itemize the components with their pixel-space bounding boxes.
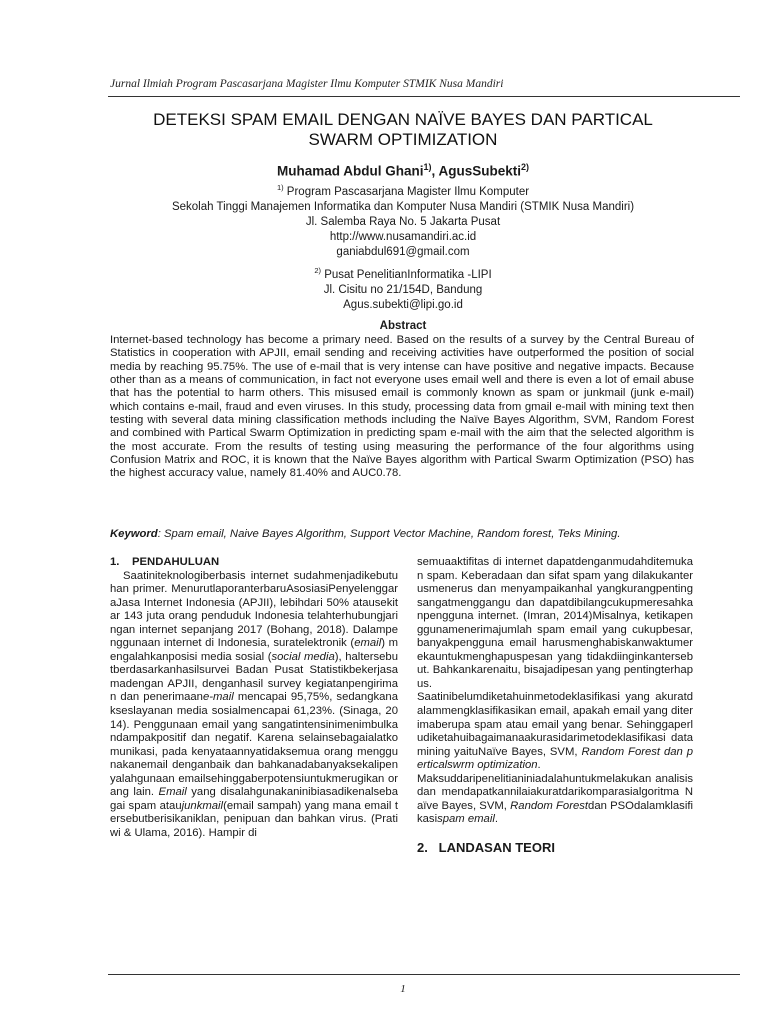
header-divider (108, 96, 740, 97)
intro-paragraph-2: semuaaktifitas di internet dapatdenganmudahditemukan spam. Keberadaan dan sifat spam yang dilakukanterusmenerus dan menyampaikanhal yangkurangpentingsangatmenggangu dan dapatdibilangcukupmeresahkanpengguna internet. (Imran, 2014)Misalnya, ketikapenggunamenerimajumlah spam email yang cukupbesar, banyakpengguna email harusmenghabiskanwaktumerekauntukmenghapuspesan yang tidakdiinginkantersebut. Bahkankarenaitu, bisajadipesan yang pentingterhapus. (417, 556, 693, 690)
section-1-heading: 1. PENDAHULUAN (110, 556, 220, 568)
affiliation-2-email[interactable]: Agus.subekti@lipi.go.id (343, 298, 463, 311)
abstract-heading: Abstract (379, 320, 427, 332)
author-1-sup: 1) (423, 162, 432, 172)
affiliation-1-website[interactable]: http://www.nusamandiri.ac.id (329, 230, 477, 243)
affiliation-1-program: Program Pascasarjana Magister Ilmu Komputer (283, 185, 530, 198)
footer-divider (108, 974, 740, 975)
intro-paragraph-3: Saatinibelumdiketahuinmetodeklasifikasi yang akuratdalammengklasifikasikan email, apakah email yang diterimaberupa spam atau email yang benar. Sehinggaperludiketahuibagaimanaakurasidarimetodeklasifikasi data mining yaituNaïve Bayes, SVM, Random Forest dan perticalswrm optimization. (417, 691, 693, 772)
affiliation-1-institution: Sekolah Tinggi Manajemen Informatika dan Komputer Nusa Mandiri (STMIK Nusa Mandiri) (171, 200, 635, 213)
title-line-2: SWARM OPTIMIZATION (308, 130, 498, 149)
affiliation-2-institution: Pusat PenelitianInformatika -LIPI (321, 268, 492, 281)
author-2: AgusSubekti (438, 163, 522, 179)
author-separator: , (431, 163, 439, 179)
abstract-body: Internet-based technology has become a primary need. Based on the results of a survey by the Central Bureau of Statistics in cooperation with APJII, email sending and receiving activities have outperformed the position of social media by reaching 95.75%. The use of e-mail that is very intense can have positive and negative impacts. Because other than as a means of communication, in fact not everyone uses email well and there is even a lot of email abuse that has the potential to harm others. This misused email is commonly known as spam or junkmail (junk e-mail) which contains e-mail, fraud and even viruses. In this study, processing data from gmail e-mail with mining text then testing with several data mining classification methods including the Naïve Bayes Algorithm, SVM, Random Forest and combined with Partical Swarm Optimization in predicting spam e-mail with the aim that the selected algorithm is the most accurate. From the results of testing using measuring the performance of the four algorithms using Confusion Matrix and ROC, it is known that the Naïve Bayes algorithm with Partical Swarm Optimization (PSO) has the highest accuracy value, namely 81.40% and AUC0.78. (110, 334, 694, 480)
affiliation-1-sup: 1) (276, 183, 284, 192)
keyword-label: Keyword (110, 528, 158, 540)
title-line-1: DETEKSI SPAM EMAIL DENGAN NAÏVE BAYES DAN PARTICAL (153, 110, 653, 129)
intro-paragraph-4: Maksuddaripenelitianiniadalahuntukmelakukan analisis dan mendapatkannilaiakuratdarikomparasialgoritma Naïve Bayes, SVM, Random Forestdan PSOdalamklasifikasispam email. (417, 772, 693, 826)
author-1: Muhamad Abdul Ghani (276, 163, 424, 179)
right-column (417, 556, 693, 854)
paper-title (108, 110, 698, 150)
journal-header: Jurnal Ilmiah Program Pascasarjana Magister Ilmu Komputer STMIK Nusa Mandiri (110, 78, 504, 90)
affiliation-2-sup: 2) (314, 266, 321, 275)
left-column (110, 556, 398, 840)
affiliation-1-email[interactable]: ganiabdul691@gmail.com (336, 245, 470, 258)
affiliation-1 (108, 180, 698, 260)
page-number: 1 (400, 983, 406, 995)
affiliation-2 (108, 263, 698, 313)
section-2-heading: 2. LANDASAN TEORI (417, 839, 555, 855)
intro-paragraph-1: Saatiniteknologiberbasis internet sudahmenjadikebutuhan primer. MenurutlaporanterbaruAsosiasiPenyelenggaraJasa Internet Indonesia (APJII), lebihdari 50% atausekitar 143 juta orang penduduk Indonesia telahterhubungjaringan internet sepanjang 2017 (Bohang, 2018). Dalampenggunaan internet di Indonesia, suratelektronik (email) mengalahkanposisi media sosial (social media), haltersebutberdasarkanhasilsurvei Badan Pusat Statistikbekerjasamadengan APJII, denganhasil survey kegiatanpengiriman dan penerimaane-mail mencapai 95,75%, sedangkanakseslayanan media sosialmencapai 61,23%. (Sinaga, 2014). Penggunaan email yang sangatintensinimenimbulkandampakpositif dan negatif. Karena selainsebagaialatkomunikasi, pada kenyataannyatidaksemua orang menggunakanemail denganbaik dan bahkanadabanyaksekalipenyalahgunaan emailsehinggaberpotensiuntukmerugikan orang lain. Email yang disalahgunakaninibiasadikenalsebagai spam ataujunkmail(email sampah) yang mana email tersebutberisikaniklan, penipuan dan bahkan virus. (Pratiwi & Ulama, 2016). Hampir di (110, 569, 398, 839)
affiliation-2-address: Jl. Cisitu no 21/154D, Bandung (323, 283, 483, 296)
author-2-sup: 2) (521, 162, 530, 172)
author-list (108, 162, 698, 179)
affiliation-1-address: Jl. Salemba Raya No. 5 Jakarta Pusat (305, 215, 501, 228)
keyword-text: : Spam email, Naive Bayes Algorithm, Support Vector Machine, Random forest, Teks Mining. (157, 528, 621, 540)
keywords (110, 528, 700, 540)
